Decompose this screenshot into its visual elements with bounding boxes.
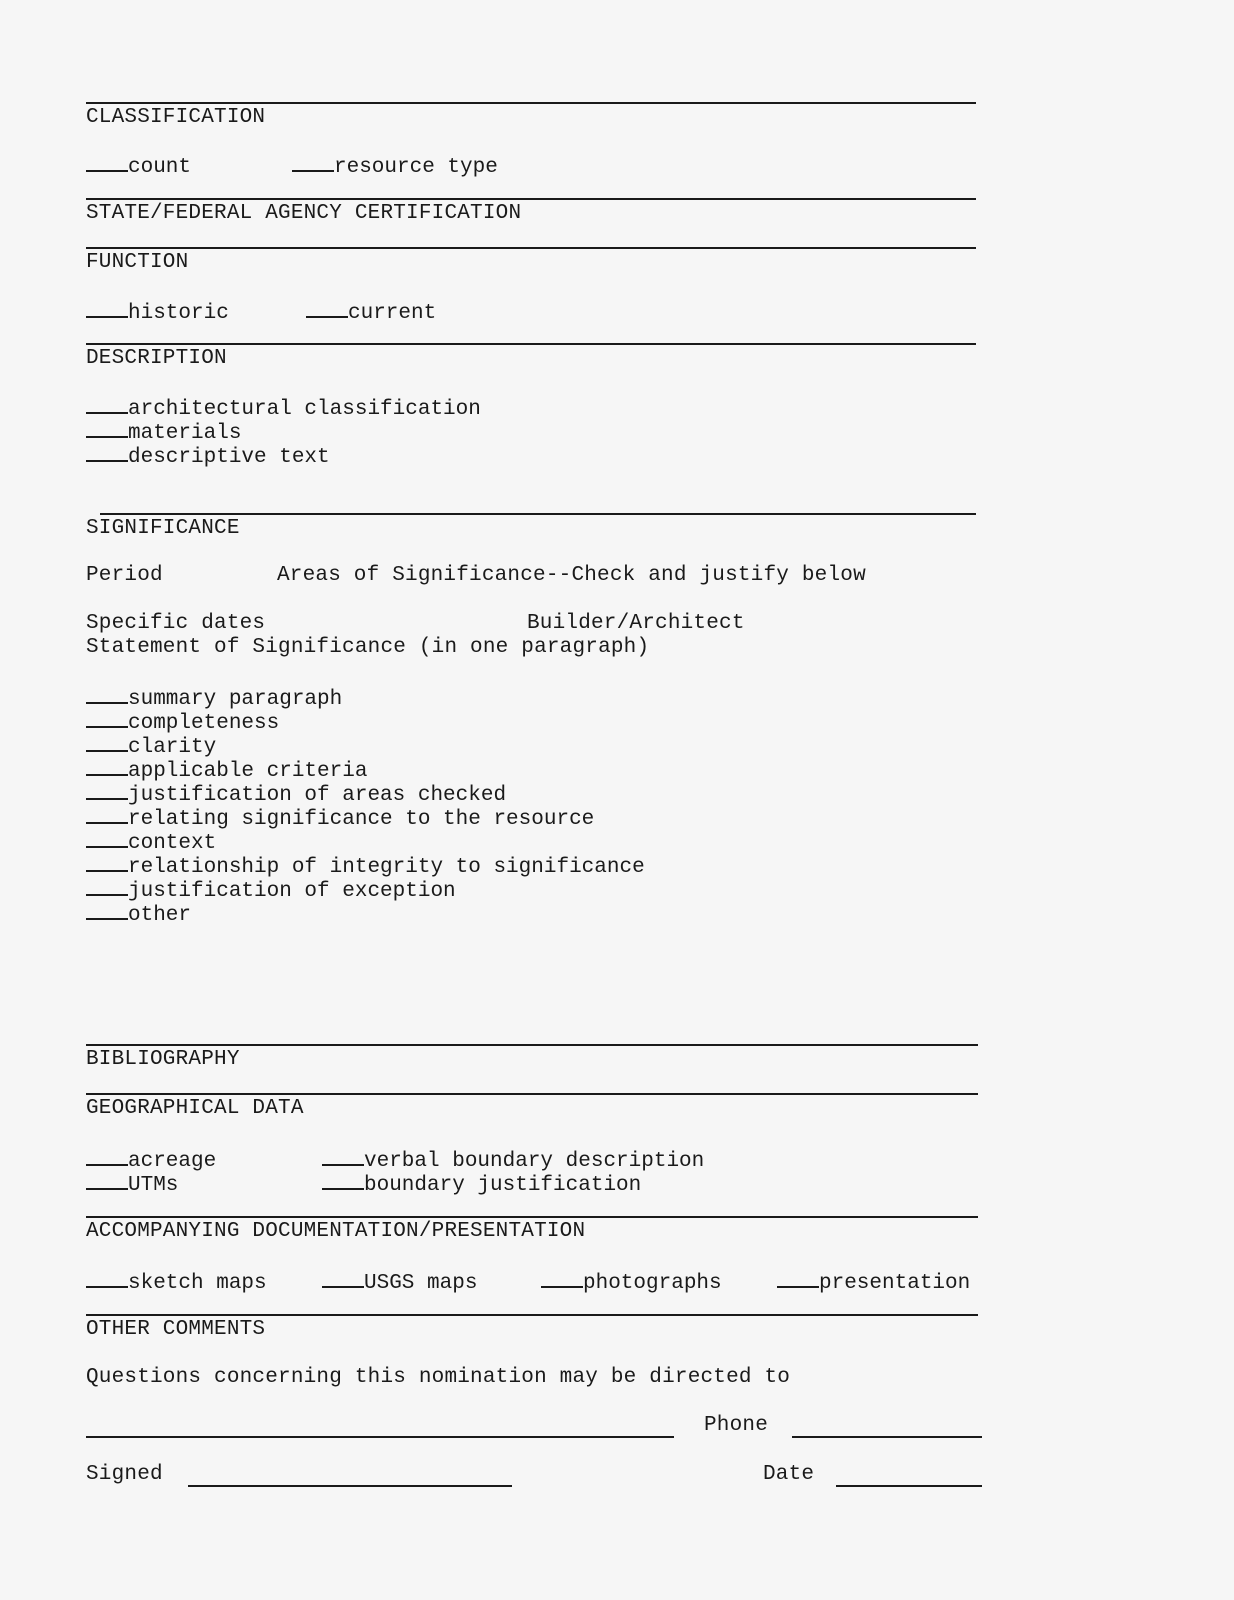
accompanying-documentation-heading: ACCOMPANYING DOCUMENTATION/PRESENTATION xyxy=(86,1220,586,1243)
check-blank[interactable] xyxy=(322,1268,364,1288)
function-heading: FUNCTION xyxy=(86,251,189,274)
checkbox-label: relating significance to the resource xyxy=(128,808,595,831)
section-rule xyxy=(86,102,976,104)
check-blank[interactable] xyxy=(86,1170,128,1190)
questions-text: Questions concerning this nomination may be directed to xyxy=(86,1366,791,1389)
check-blank[interactable] xyxy=(322,1146,364,1166)
checkbox-other[interactable] xyxy=(86,900,191,928)
check-blank[interactable] xyxy=(86,394,128,414)
checkbox-sketch-maps[interactable] xyxy=(86,1268,267,1296)
checkbox-label: relationship of integrity to significance xyxy=(128,856,645,879)
specific-dates-label: Specific dates xyxy=(86,612,266,635)
section-rule xyxy=(100,513,976,515)
section-rule xyxy=(86,247,976,249)
checkbox-label: applicable criteria xyxy=(128,760,368,783)
check-blank[interactable] xyxy=(86,684,128,704)
checkbox-label: acreage xyxy=(128,1150,217,1173)
signed-label: Signed xyxy=(86,1463,163,1486)
checkbox-descriptive-text[interactable] xyxy=(86,442,330,470)
check-blank[interactable] xyxy=(86,732,128,752)
check-blank[interactable] xyxy=(86,298,128,318)
geographical-data-heading: GEOGRAPHICAL DATA xyxy=(86,1097,304,1120)
check-blank[interactable] xyxy=(86,804,128,824)
check-blank[interactable] xyxy=(86,442,128,462)
check-blank[interactable] xyxy=(86,1146,128,1166)
certification-heading: STATE/FEDERAL AGENCY CERTIFICATION xyxy=(86,202,522,225)
checkbox-label: completeness xyxy=(128,712,280,735)
checkbox-label: photographs xyxy=(583,1272,722,1295)
check-blank[interactable] xyxy=(306,298,348,318)
description-heading: DESCRIPTION xyxy=(86,347,227,370)
section-rule xyxy=(86,1093,978,1095)
check-blank[interactable] xyxy=(86,780,128,800)
checkbox-label: presentation xyxy=(819,1272,971,1295)
period-label: Period xyxy=(86,564,163,587)
checkbox-label: materials xyxy=(128,422,242,445)
checkbox-label: verbal boundary description xyxy=(364,1150,705,1173)
checkbox-label: current xyxy=(348,302,437,325)
check-blank[interactable] xyxy=(777,1268,819,1288)
check-blank[interactable] xyxy=(541,1268,583,1288)
checkbox-label: historic xyxy=(128,302,229,325)
phone-field[interactable] xyxy=(792,1436,982,1438)
checkbox-label: summary paragraph xyxy=(128,688,343,711)
checkbox-label: UTMs xyxy=(128,1174,179,1197)
checkbox-count[interactable] xyxy=(86,152,191,180)
check-blank[interactable] xyxy=(86,900,128,920)
checkbox-label: clarity xyxy=(128,736,217,759)
classification-heading: CLASSIFICATION xyxy=(86,106,266,129)
checkbox-label: resource type xyxy=(334,156,498,179)
checkbox-label: count xyxy=(128,156,192,179)
check-blank[interactable] xyxy=(86,418,128,438)
date-label: Date xyxy=(763,1463,815,1486)
section-rule xyxy=(86,198,976,200)
bibliography-heading: BIBLIOGRAPHY xyxy=(86,1048,240,1071)
builder-architect-label: Builder/Architect xyxy=(527,612,745,635)
check-blank[interactable] xyxy=(86,756,128,776)
checkbox-photographs[interactable] xyxy=(541,1268,722,1296)
phone-label: Phone xyxy=(704,1414,769,1437)
check-blank[interactable] xyxy=(86,152,128,172)
check-blank[interactable] xyxy=(86,876,128,896)
checkbox-boundary-justification[interactable] xyxy=(322,1170,641,1198)
date-field[interactable] xyxy=(836,1485,982,1487)
significance-heading: SIGNIFICANCE xyxy=(86,517,240,540)
checkbox-resource-type[interactable] xyxy=(292,152,498,180)
areas-of-significance-label: Areas of Significance--Check and justify below xyxy=(277,564,866,587)
checkbox-usgs-maps[interactable] xyxy=(322,1268,477,1296)
check-blank[interactable] xyxy=(86,852,128,872)
checkbox-label: descriptive text xyxy=(128,446,330,469)
checkbox-label: USGS maps xyxy=(364,1272,478,1295)
checkbox-label: other xyxy=(128,904,192,927)
checkbox-utms[interactable] xyxy=(86,1170,178,1198)
checkbox-current[interactable] xyxy=(306,298,436,326)
checkbox-label: justification of areas checked xyxy=(128,784,507,807)
checkbox-label: sketch maps xyxy=(128,1272,267,1295)
section-rule xyxy=(86,1314,978,1316)
checkbox-label: architectural classification xyxy=(128,398,481,421)
check-blank[interactable] xyxy=(86,1268,128,1288)
section-rule xyxy=(86,1044,978,1046)
statement-of-significance-label: Statement of Significance (in one paragraph) xyxy=(86,636,650,659)
checkbox-presentation[interactable] xyxy=(777,1268,970,1296)
check-blank[interactable] xyxy=(86,828,128,848)
check-blank[interactable] xyxy=(86,708,128,728)
signature-field[interactable] xyxy=(188,1485,512,1487)
checkbox-historic[interactable] xyxy=(86,298,229,326)
contact-name-field[interactable] xyxy=(86,1436,674,1438)
check-blank[interactable] xyxy=(322,1170,364,1190)
section-rule xyxy=(86,1216,978,1218)
other-comments-heading: OTHER COMMENTS xyxy=(86,1318,266,1341)
checkbox-label: context xyxy=(128,832,217,855)
section-rule xyxy=(86,343,976,345)
checkbox-label: boundary justification xyxy=(364,1174,642,1197)
checkbox-label: justification of exception xyxy=(128,880,456,903)
check-blank[interactable] xyxy=(292,152,334,172)
